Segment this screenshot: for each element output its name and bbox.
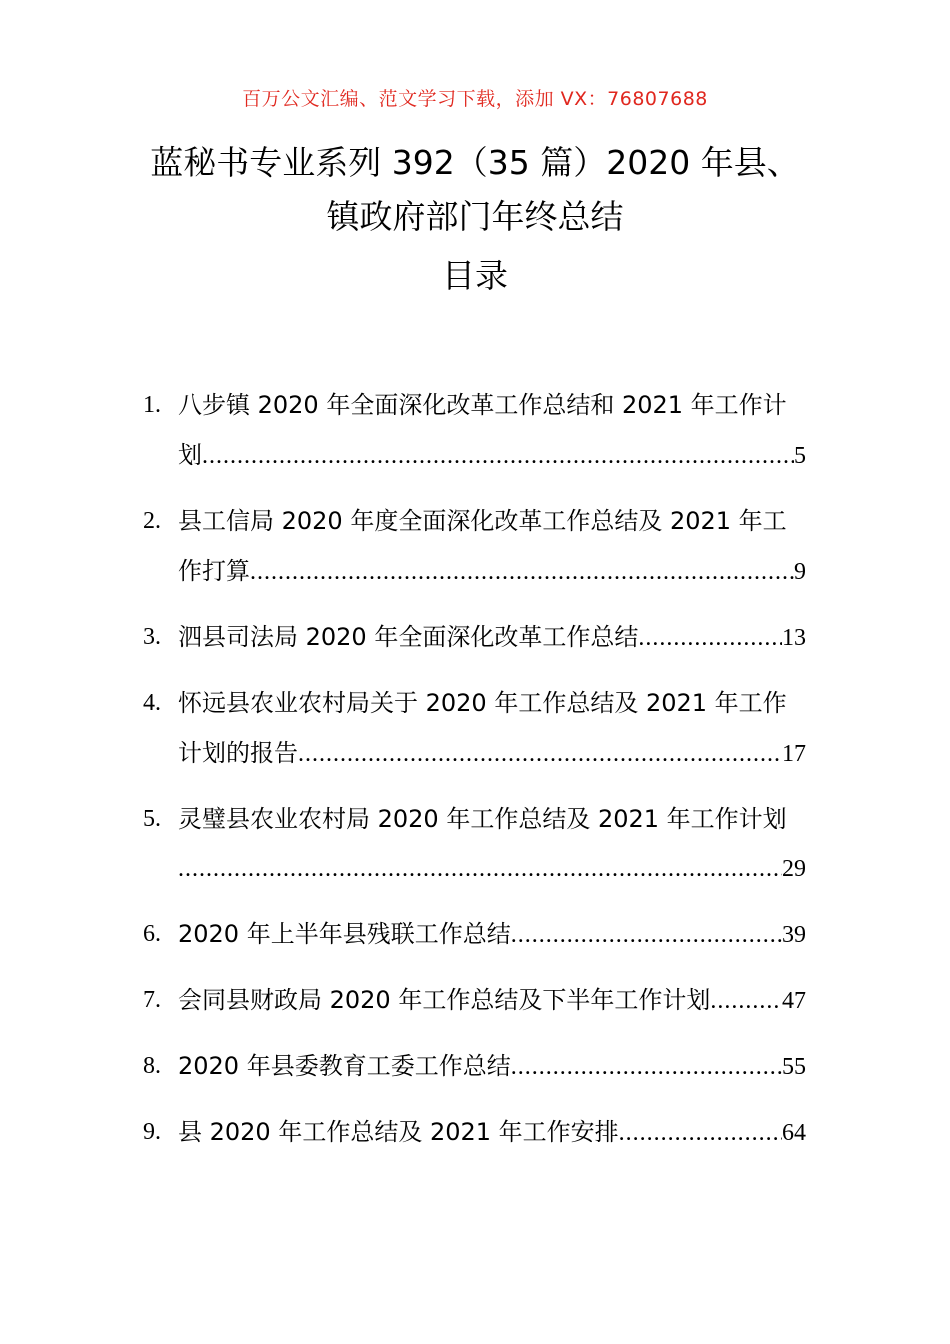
toc-item-number: 1. <box>143 392 161 418</box>
document-title <box>100 136 850 244</box>
toc-item-3[interactable] <box>143 612 806 663</box>
toc-leader-dots <box>202 431 794 481</box>
toc-item-page: 29 <box>782 856 806 882</box>
toc-item-7[interactable] <box>143 975 806 1026</box>
toc-item-number: 3. <box>143 624 161 650</box>
toc-item-title: 怀远县农业农村局关于 2020 年工作总结及 2021 年工作 <box>178 689 787 717</box>
toc-item-6[interactable] <box>143 909 806 960</box>
toc-item-title: 泗县司法局 2020 年全面深化改革工作总结 <box>178 623 639 651</box>
toc-item-title: 灵璧县农业农村局 2020 年工作总结及 2021 年工作计划 <box>178 805 787 833</box>
toc-leader-dots <box>710 976 782 1026</box>
toc-item-title: 2020 年上半年县残联工作总结 <box>178 920 511 948</box>
toc-leader-dots <box>250 547 794 597</box>
toc-item-title: 2020 年县委教育工委工作总结 <box>178 1052 511 1080</box>
toc-item-number: 7. <box>143 987 161 1013</box>
toc-item-page: 5 <box>794 443 806 469</box>
document-title-line1: 蓝秘书专业系列 392（35 篇）2020 年县、 <box>150 143 800 182</box>
toc-leader-dots <box>638 613 782 663</box>
toc-item-title-cont: 作打算 <box>178 557 250 585</box>
toc-item-4[interactable] <box>143 678 806 779</box>
toc-leader-dots <box>511 910 782 960</box>
toc-item-title-cont: 计划的报告 <box>178 739 298 767</box>
toc-item-page: 39 <box>782 922 806 948</box>
table-of-contents <box>143 380 806 1173</box>
toc-item-page: 13 <box>782 625 806 651</box>
toc-heading: 目录 <box>442 256 508 295</box>
toc-leader-dots <box>298 729 782 779</box>
toc-item-page: 47 <box>782 988 806 1014</box>
toc-item-title: 县工信局 2020 年度全面深化改革工作总结及 2021 年工 <box>178 507 787 535</box>
toc-item-number: 2. <box>143 508 161 534</box>
toc-leader-dots <box>178 844 782 894</box>
toc-item-2[interactable] <box>143 496 806 597</box>
toc-item-number: 6. <box>143 921 161 947</box>
toc-item-5[interactable] <box>143 794 806 894</box>
document-title-line2: 镇政府部门年终总结 <box>326 197 624 236</box>
toc-item-number: 4. <box>143 690 161 716</box>
toc-item-page: 55 <box>782 1054 806 1080</box>
toc-item-8[interactable] <box>143 1041 806 1092</box>
toc-item-9[interactable] <box>143 1107 806 1158</box>
toc-item-page: 9 <box>794 559 806 585</box>
toc-leader-dots <box>511 1042 782 1092</box>
header-note: 百万公文汇编、范文学习下载，添加 VX：76807688 <box>242 88 708 110</box>
toc-item-1[interactable] <box>143 380 806 481</box>
toc-item-number: 8. <box>143 1053 161 1079</box>
toc-item-title: 县 2020 年工作总结及 2021 年工作安排 <box>178 1118 619 1146</box>
toc-item-number: 5. <box>143 806 161 832</box>
toc-item-page: 64 <box>782 1120 806 1146</box>
toc-item-title-cont: 划 <box>178 441 202 469</box>
toc-item-number: 9. <box>143 1119 161 1145</box>
toc-leader-dots <box>619 1108 782 1158</box>
toc-item-page: 17 <box>782 741 806 767</box>
toc-item-title: 会同县财政局 2020 年工作总结及下半年工作计划 <box>178 986 711 1014</box>
toc-item-title: 八步镇 2020 年全面深化改革工作总结和 2021 年工作计 <box>178 391 787 419</box>
